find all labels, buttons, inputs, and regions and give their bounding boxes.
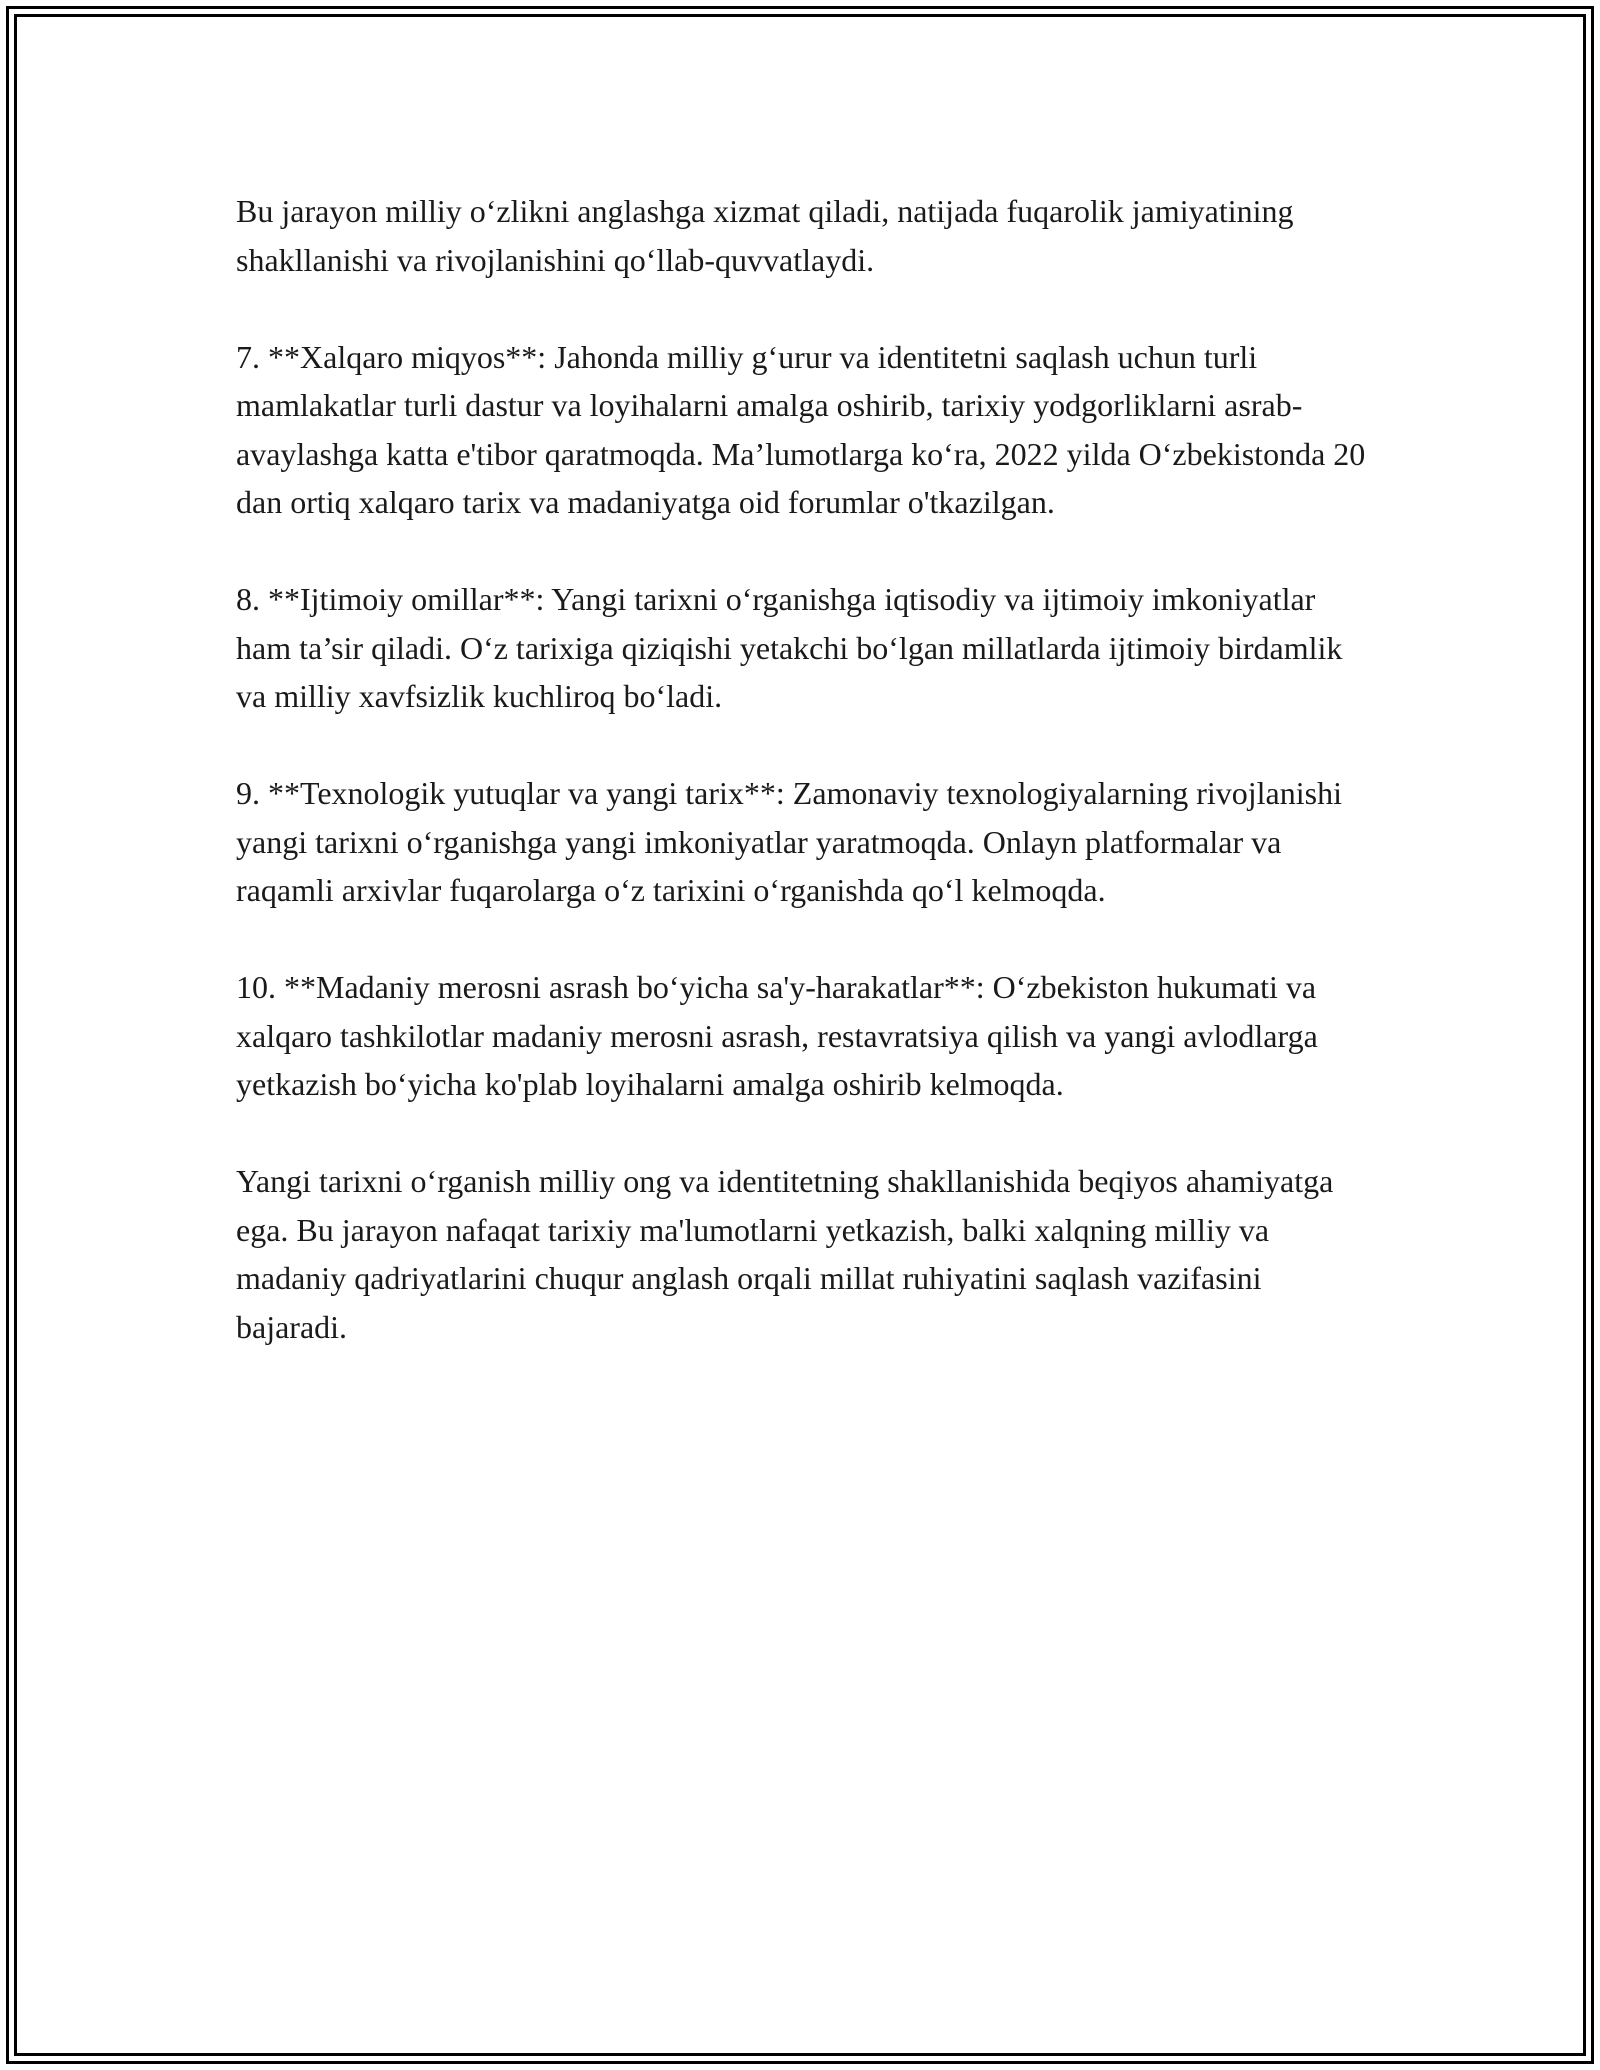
paragraph-intro: Bu jarayon milliy o‘zlikni anglashga xizmat qiladi, natijada fuqarolik jamiyatining shakllanishi va rivojlanishini qo‘llab-quvvatlaydi. xyxy=(236,193,1294,278)
paragraph-item-7: 7. **Xalqaro miqyos**: Jahonda milliy g‘urur va identitetni saqlash uchun turli mamlakatlar turli dastur va loyihalarni amalga oshirib, tarixiy yodgorliklarni asrab-avaylashga katta e'tibor qaratmoqda. Ma’lumotlarga ko‘ra, 2022 yilda O‘zbekistonda 20 dan ortiq xalqaro tarix va madaniyatga oid forumlar o'tkazilgan. xyxy=(236,338,1366,520)
paragraph-item-10: 10. **Madaniy merosni asrash bo‘yicha sa'y-harakatlar**: O‘zbekiston hukumati va xalqaro tashkilotlar madaniy merosni asrash, restavratsiya qilish va yangi avlodlarga yetkazish bo‘yicha ko'plab loyihalarni amalga oshirib kelmoqda. xyxy=(236,969,1318,1102)
paragraph-item-9: 9. **Texnologik yutuqlar va yangi tarix**: Zamonaviy texnologiyalarning rivojlanishi yangi tarixni o‘rganishga yangi imkoniyatlar yaratmoqda. Onlayn platformalar va raqamli arxivlar fuqarolarga o‘z tarixini o‘rganishda qo‘l kelmoqda. xyxy=(236,775,1342,908)
document-body xyxy=(236,187,1366,1400)
paragraph-conclusion: Yangi tarixni o‘rganish milliy ong va identitetning shakllanishida beqiyos ahamiyatga ega. Bu jarayon nafaqat tarixiy ma'lumotlarni yetkazish, balki xalqning milliy va madaniy qadriyatlarini chuqur anglash orqali millat ruhiyatini saqlash vazifasini bajaradi. xyxy=(236,1163,1334,1345)
paragraph-item-8: 8. **Ijtimoiy omillar**: Yangi tarixni o‘rganishga iqtisodiy va ijtimoiy imkoniyatlar ham ta’sir qiladi. O‘z tarixiga qiziqishi yetakchi bo‘lgan millatlarda ijtimoiy birdamlik va milliy xavfsizlik kuchliroq bo‘ladi. xyxy=(236,581,1343,714)
